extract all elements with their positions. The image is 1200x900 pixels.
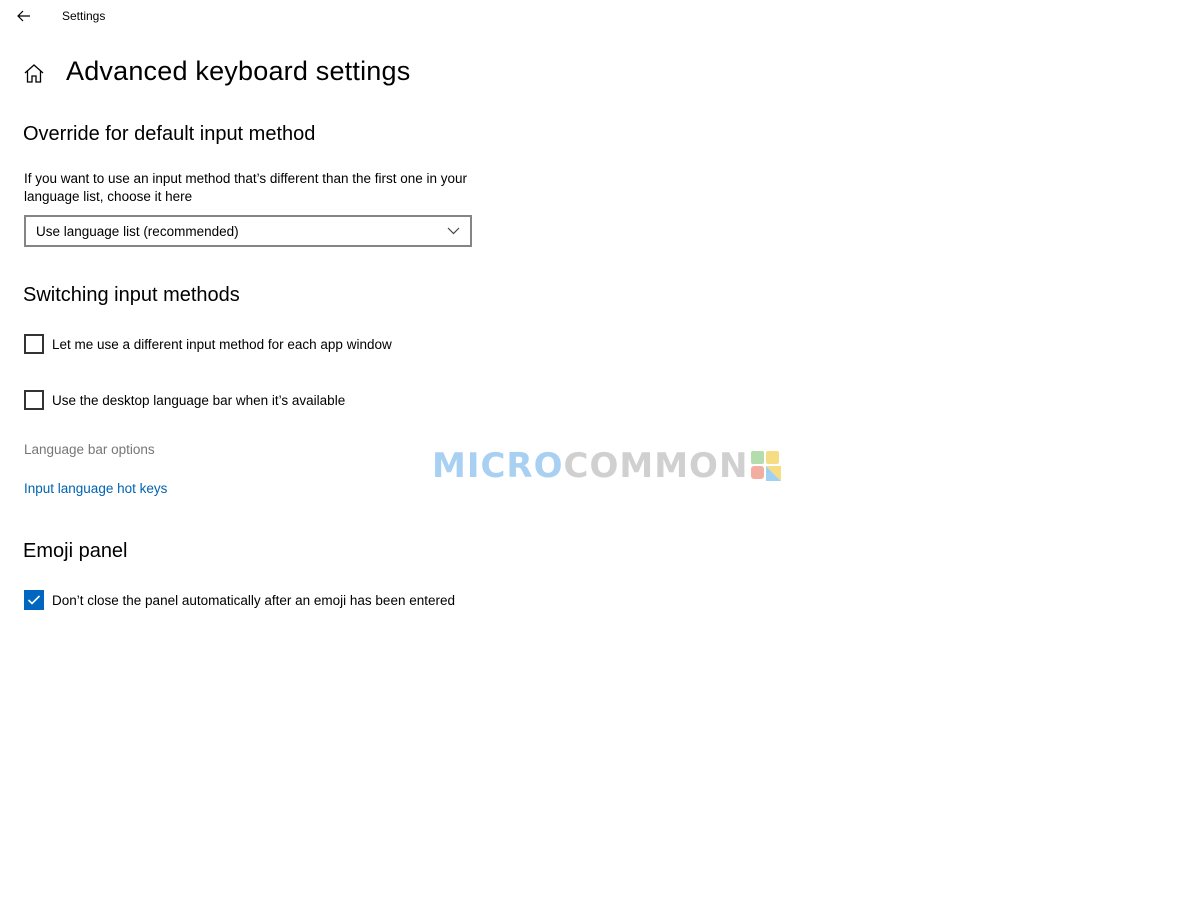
watermark-mark-icon (750, 450, 782, 482)
chevron-down-icon (446, 226, 460, 236)
emoji-panel-checkbox[interactable] (24, 590, 44, 610)
override-section-title: Override for default input method (23, 123, 316, 145)
input-method-dropdown[interactable] (24, 215, 472, 247)
emoji-panel-checkbox-row[interactable] (24, 590, 455, 610)
emoji-panel-label: Don’t close the panel automatically after an emoji has been entered (52, 592, 455, 608)
watermark-text-micro: MICRO (432, 446, 564, 486)
home-button[interactable] (22, 60, 46, 86)
per-app-input-checkbox-row[interactable] (24, 334, 392, 354)
emoji-section-title: Emoji panel (23, 540, 128, 562)
page-title: Advanced keyboard settings (66, 56, 411, 86)
override-description: If you want to use an input method that’s different than the first one in your language list, choose it here (24, 171, 468, 204)
dropdown-selected-value: Use language list (recommended) (36, 223, 239, 239)
home-icon (24, 64, 44, 83)
back-arrow-icon (17, 10, 31, 22)
checkmark-icon (27, 594, 41, 606)
watermark-logo (432, 446, 782, 486)
language-bar-checkbox[interactable] (24, 390, 44, 410)
per-app-input-checkbox[interactable] (24, 334, 44, 354)
window-title: Settings (62, 9, 106, 23)
back-button[interactable] (10, 4, 38, 28)
language-bar-options-link[interactable]: Language bar options (24, 442, 155, 457)
input-language-hotkeys-link[interactable]: Input language hot keys (24, 481, 168, 496)
watermark-text-common: COMMON (563, 446, 749, 486)
per-app-input-label: Let me use a different input method for each app window (52, 336, 392, 352)
language-bar-checkbox-row[interactable] (24, 390, 345, 410)
language-bar-label: Use the desktop language bar when it’s available (52, 392, 346, 408)
switching-section-title: Switching input methods (23, 284, 240, 306)
